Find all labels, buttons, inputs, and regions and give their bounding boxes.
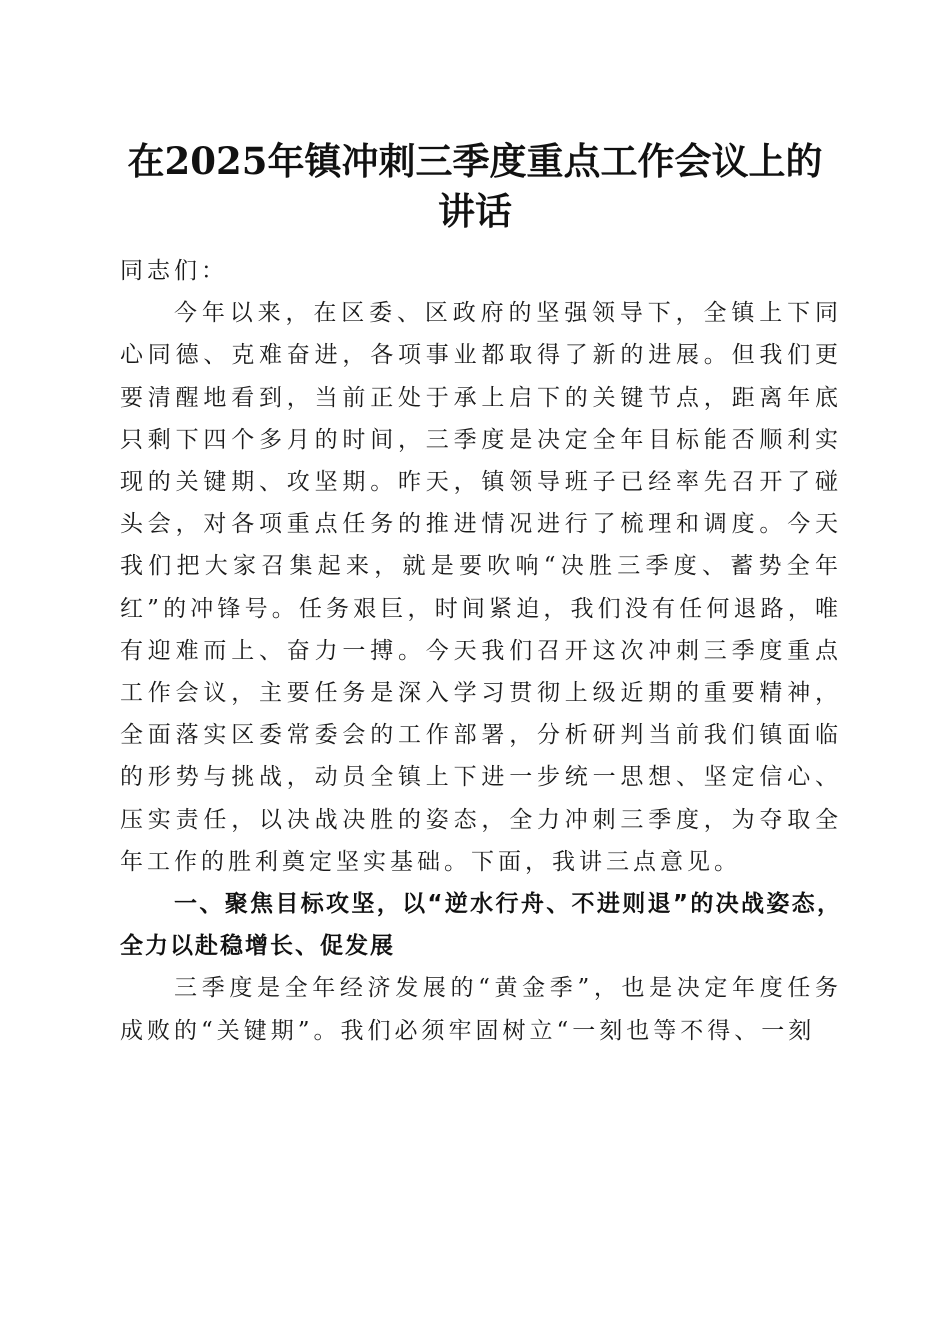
intro-paragraph: 今年以来，在区委、区政府的坚强领导下，全镇上下同心同德、克难奋进，各项事业都取得了新的进展。但我们更要清醒地看到，当前正处于承上启下的关键节点，距离年底只剩下四个多月的时间，三季度是决定全年目标能否顺利实现的关键期、攻坚期。昨天，镇领导班子已经率先召开了碰头会，对各项重点任务的推进情况进行了梳理和调度。今天我们把大家召集起来，就是要吹响“决胜三季度、蓄势全年红”的冲锋号。任务艰巨，时间紧迫，我们没有任何退路，唯有迎难而上、奋力一搏。今天我们召开这次冲刺三季度重点工作会议，主要任务是深入学习贯彻上级近期的重要精神，全面落实区委常委会的工作部署，分析研判当前我们镇面临的形势与挑战，动员全镇上下进一步统一思想、坚定信心、压实责任，以决战决胜的姿态，全力冲刺三季度，为夺取全年工作的胜利奠定坚实基础。下面，我讲三点意见。 <box>120 300 842 875</box>
salutation: 同志们： <box>120 258 228 284</box>
document-title: 在2025年镇冲刺三季度重点工作会议上的讲话 <box>127 139 823 233</box>
section-1-paragraph: 三季度是全年经济发展的“黄金季”，也是决定年度任务成败的“关键期”。我们必须牢固树立“一刻也等不得、一刻 <box>120 975 842 1044</box>
section-heading-1: 一、聚焦目标攻坚，以“逆水行舟、不进则退”的决战姿态，全力以赴稳增长、促发展 <box>120 891 842 960</box>
document-body <box>120 250 842 1052</box>
